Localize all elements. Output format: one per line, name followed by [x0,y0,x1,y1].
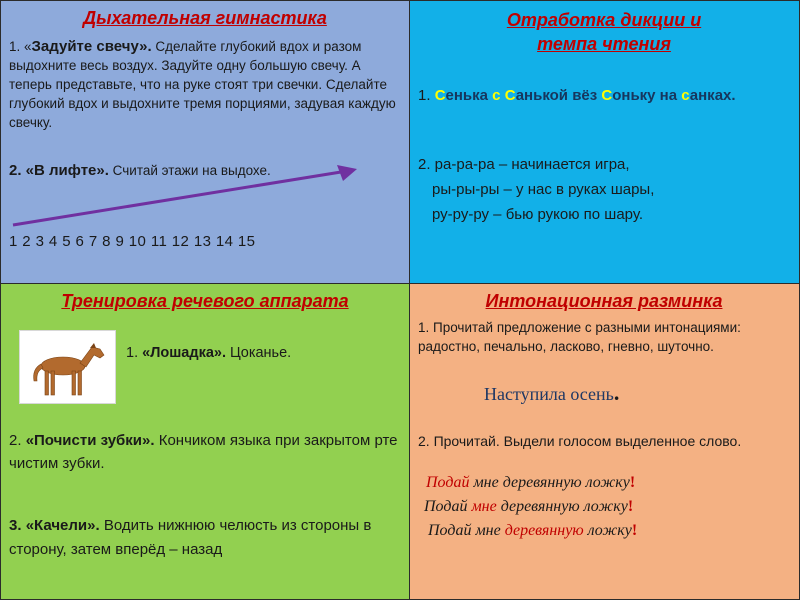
ex1-text: Цоканье. [226,345,292,361]
ex2-name: 2. «В лифте». [9,162,109,179]
hl-letter: С [434,87,446,104]
spoon-sentence-1 [426,474,635,492]
excl-mark: ! [629,474,636,491]
emph-word: мне [471,498,497,515]
spoon-sentence-3 [428,522,637,540]
ex1-name: Задуйте свечу». [31,38,152,55]
hl-letter: С [601,87,613,104]
twister-part: анках. [689,87,736,104]
ex1-prefix: 1. « [9,39,32,54]
ex2-text: Считай этажи на выдохе. [108,163,271,178]
intonation-task2: 2. Прочитай. Выдели голосом выделенное слово. [418,433,742,449]
diction-title-line2: темпа чтения [537,34,671,54]
speech-ex3 [9,514,404,562]
plain-text: мне деревянную ложку [469,474,630,491]
breathing-panel [0,0,410,284]
sentence-end: . [613,380,620,405]
ex3-name: «Качели». [25,517,100,534]
ex1-num: 1. [126,345,143,361]
ex2-num: 2. [9,432,26,449]
ex3-text: Водить нижнюю челюсть из стороны в сторону, затем вперёд – назад [9,517,372,558]
sentence-text: Наступила осень [484,384,614,404]
intonation-title: Интонационная разминка [485,291,723,311]
emph-word: деревянную [504,522,584,539]
spoon-sentence-2 [424,498,633,516]
diction-panel [410,0,800,284]
autumn-sentence [484,380,619,406]
emph-word: Подай [426,474,470,491]
horse-image [19,330,116,404]
twister-part: енька [445,87,493,104]
excl-mark: ! [631,522,638,539]
tongue-twister [418,84,790,107]
plain-text: Подай мне [428,522,505,539]
twister-num: 1. [418,87,435,104]
intonation-task1: 1. Прочитай предложение с разными интонациями: радостно, печально, ласково, гневно, шуточно. [418,320,741,354]
hl-letter: С [504,87,516,104]
excl-mark: ! [627,498,634,515]
hl-letter: с [681,87,690,104]
ex1-text: Сделайте глубокий вдох и разом выдохните весь воздух. Задуйте одну большую свечу. А теперь представьте, что на руке стоят три свечки. Сделайте глубокий вдох и выдохните тремя порциями, задувая каждую свечку. [9,39,396,130]
plain-text: Подай [424,498,472,515]
speech-ex1 [126,344,406,363]
breathing-title: Дыхательная гимнастика [83,8,327,28]
rhyme-line2: ры-ры-ры – у нас в руках шары, [432,181,655,198]
hl-letter: с [492,87,501,104]
twister-part: анькой вёз [515,87,602,104]
rhyme-line3: ру-ру-ру – бью рукою по шару. [432,206,644,223]
speech-training-panel [0,284,410,600]
twister-part: оньку на [612,87,682,104]
speech-ex2 [9,429,404,475]
diction-title-line1: Отработка дикции и [506,10,702,30]
ex2-text: Кончиком языка при закрытом рте чистим зубки. [9,432,398,472]
plain-text: деревянную ложку [496,498,628,515]
intonation-panel [410,284,800,600]
rhyme-line1: 2. ра-ра-ра – начинается игра, [418,156,630,173]
plain-text: ложку [583,522,632,539]
ex1-name: «Лошадка». [142,345,226,361]
speech-training-title: Тренировка речевого аппарата [61,291,349,311]
floor-numbers: 1 2 3 4 5 6 7 8 9 10 11 12 13 14 15 [9,233,256,250]
ex3-num: 3. [9,517,26,534]
ex2-name: «Почисти зубки». [25,432,155,449]
